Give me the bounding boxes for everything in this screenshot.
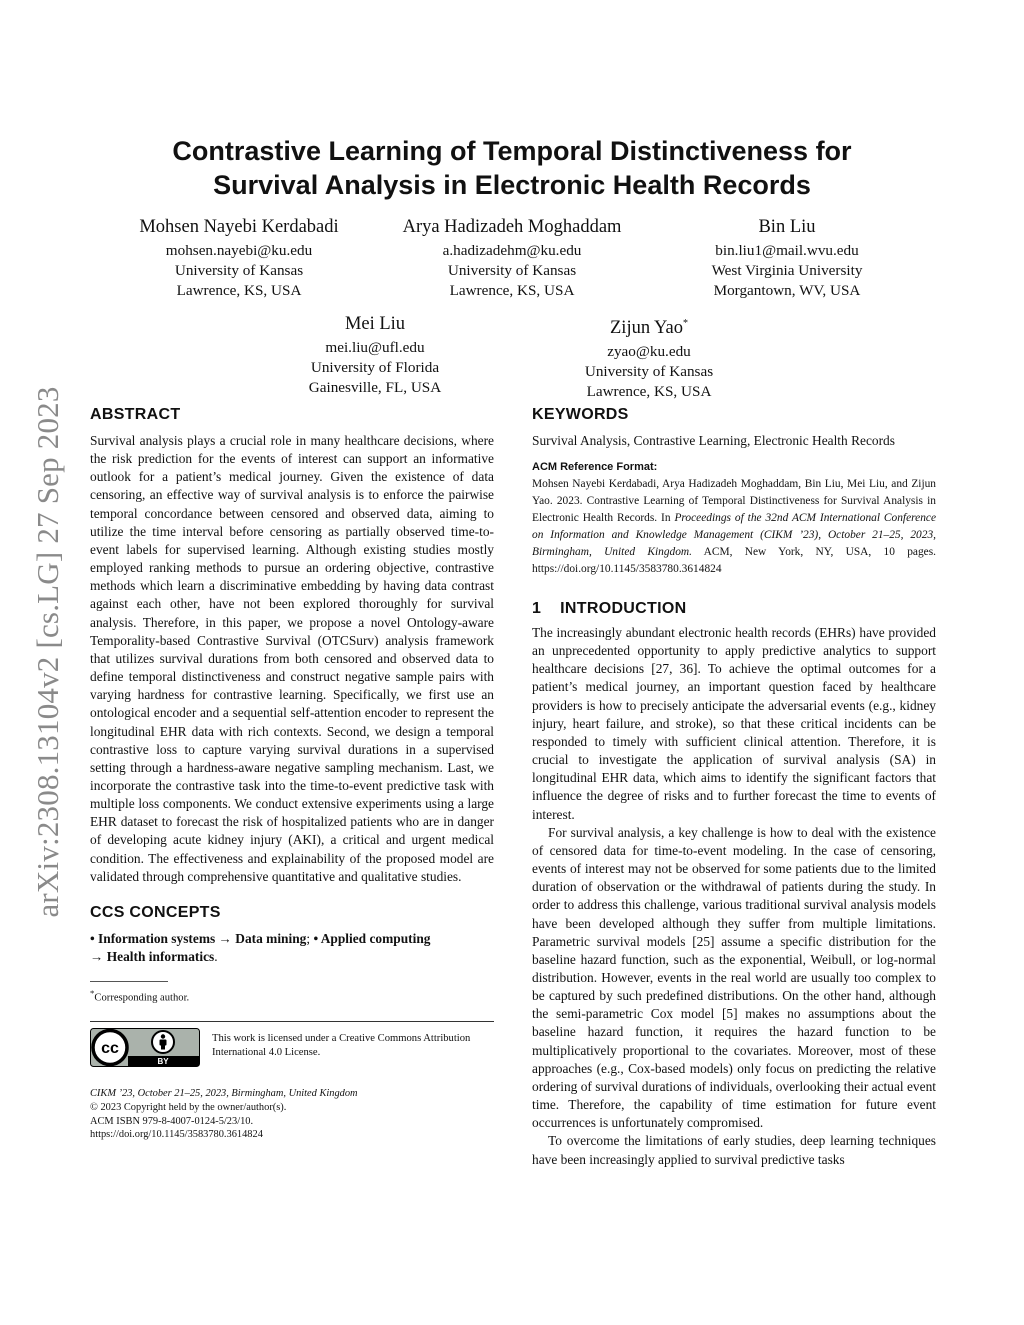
author-block-5 xyxy=(538,313,760,402)
author-email[interactable]: bin.liu1@mail.wvu.edu xyxy=(715,242,859,259)
ccs-arrow-1: → xyxy=(215,930,236,946)
arxiv-stamp xyxy=(28,362,68,942)
ccs-arrow-2: → xyxy=(90,949,107,965)
right-column xyxy=(532,404,936,1169)
author-block-3 xyxy=(668,216,906,301)
ccs-item-1b: Data mining xyxy=(235,930,307,946)
license-rule xyxy=(90,1021,494,1022)
author-location: Lawrence, KS, USA xyxy=(176,282,302,299)
acm-reference-proceedings: Proceedings of the 32nd ACM International Conference on Information and Knowledge Management (CIKM ’23), October 21–25, 2023, Birmingham, United Kingdom. xyxy=(532,512,937,558)
acm-reference-part-1: Mohsen Nayebi Kerdabadi, Arya Hadizadeh Moghaddam, Bin Liu, Mei Liu, and Zijun Yao. 2023. Contrastive Learning of Temporal Distinctiveness for Survival Analysis in Electronic Health Records. In xyxy=(532,478,936,524)
ccs-heading: CCS CONCEPTS xyxy=(90,903,221,921)
venue-line xyxy=(90,1087,494,1101)
ccs-separator: ; xyxy=(306,930,314,946)
license-block xyxy=(90,1028,494,1067)
keywords-text: Survival Analysis, Contrastive Learning, Electronic Health Records xyxy=(532,433,895,448)
publication-info xyxy=(90,1087,494,1141)
ccs-item-2b: Health informatics xyxy=(106,949,215,965)
author-block-4 xyxy=(264,313,486,398)
author-name xyxy=(538,313,760,339)
venue-text: CIKM ’23, October 21–25, 2023, Birmingham, United Kingdom xyxy=(90,1088,358,1100)
paper-title xyxy=(100,134,924,202)
author-location: Morgantown, WV, USA xyxy=(713,282,861,299)
acm-reference-text xyxy=(532,476,936,578)
intro-paragraph-2: For survival analysis, a key challenge is how to deal with the existence of censored data for time-to-event modeling. In the case of censoring, events of interest may not be observed for some patients due to the limited duration of observation or the withdrawal of patients during the study. In order to address this challenge, various traditional survival analysis models have been developed although they suffer from multiple limitations. Parametric survival models [25] assume a specific distribution for the baseline hazard function, such as the exponential, Weibull, or log-normal distribution. However, events in the real world are usually too complex to be captured by such predefined distributions. On the other hand, although the semi-parametric Cox model [5] makes no assumptions about the baseline hazard function, it requires the hazard function to be multiplicatively proportional to the covariates. Moreover, most of these approaches (e.g., Cox-based models) only focus on predicting the relative ordering of survival durations of individuals, overlooking their actual event time. Therefore, the capability of time estimation for future event occurrences is unfortunately compromised. xyxy=(532,824,936,1131)
introduction-heading: 1 INTRODUCTION xyxy=(532,600,687,617)
author-name: Mohsen Nayebi Kerdabadi xyxy=(139,217,339,237)
author-email[interactable]: a.hadizadehm@ku.edu xyxy=(442,242,582,259)
author-affiliation: West Virginia University xyxy=(711,262,863,279)
arxiv-stamp-text: arXiv:2308.13104v2 [cs.LG] 27 Sep 2023 xyxy=(30,386,65,918)
isbn-line: ACM ISBN 979-8-4007-0124-5/23/10. xyxy=(90,1115,254,1127)
license-line-2: International 4.0 License. xyxy=(212,1047,321,1059)
license-line-1: This work is licensed under a Creative Commons Attribution xyxy=(212,1033,471,1045)
cc-badge-text: cc xyxy=(101,1040,119,1058)
intro-paragraph-3: To overcome the limitations of early studies, deep learning techniques have been increasingly applied to survival predictive tasks xyxy=(532,1133,936,1167)
abstract-heading: ABSTRACT xyxy=(90,406,181,423)
author-affiliation: University of Kansas xyxy=(584,363,714,381)
cc-by-badge-icon[interactable] xyxy=(90,1028,200,1067)
abstract-text: Survival analysis plays a crucial role in many healthcare decisions, where the risk prediction for the events of interest can support an informative outlook for a patient’s medical journey. Given the existence of data censoring, an effective way of survival analysis is to enforce the pairwise temporal concordance between censored and observed data, aiming to utilize the time interval before censoring as partially observed time-to-event labels for supervised learning. Although existing studies mostly employed ranking methods to pursue an ordering objective, contrastive methods which learn a discriminative embedding by having data contrast against each other, have not been explored thoroughly for survival analysis. Therefore, in this paper, we propose a novel Ontology-aware Temporality-based Contrastive Survival (OTCSurv) analysis framework that utilizes survival durations from both censored and observed data to define temporal distinctiveness and construct negative sample pairs with varying hardness for contrastive learning. Specifically, we first use an ontological encoder and a sequential self-attention encoder to represent the longitudinal EHR data with rich contexts. Second, we design a temporal contrastive loss to capture varying survival durations in a supervised setting through a hardness-aware negative sampling mechanism. Last, we incorporate the contrastive task into the time-to-event predictive task with multiple loss components. We conduct extensive experiments using a large EHR dataset to forecast the risk of hospitalized patients who are in danger of developing acute kidney injury (AKI), a critical and urgent medical condition. The effectiveness and explainability of the proposed model are validated through comprehensive quantitative and qualitative studies. xyxy=(90,433,494,884)
author-email[interactable]: mohsen.nayebi@ku.edu xyxy=(165,242,313,259)
footnote xyxy=(90,986,494,1006)
author-email[interactable]: mei.liu@ufl.edu xyxy=(325,339,425,356)
left-column xyxy=(90,404,494,1142)
author-block-1 xyxy=(110,216,368,301)
author-name-text: Zijun Yao xyxy=(610,318,683,339)
footnote-mark: * xyxy=(90,987,95,998)
acm-reference-heading: ACM Reference Format: xyxy=(532,461,658,473)
title-line-1: Contrastive Learning of Temporal Distinctiveness for xyxy=(172,136,852,166)
author-affiliation: University of Kansas xyxy=(447,262,577,279)
ccs-concepts xyxy=(90,930,494,967)
doi-line[interactable]: https://doi.org/10.1145/3583780.3614824 xyxy=(90,1129,263,1141)
license-text xyxy=(212,1032,470,1060)
author-name: Bin Liu xyxy=(758,217,816,237)
keywords-heading: KEYWORDS xyxy=(532,406,629,423)
acm-reference-part-2: ACM, New York, NY, USA, 10 pages. https://doi.org/10.1145/3583780.3614824 xyxy=(532,546,936,575)
author-location: Lawrence, KS, USA xyxy=(449,282,575,299)
author-name: Mei Liu xyxy=(344,314,406,334)
author-email[interactable]: zyao@ku.edu xyxy=(607,343,691,361)
by-badge-text: BY xyxy=(157,1057,169,1067)
intro-paragraph-1: The increasingly abundant electronic health records (EHRs) have provided an unprecedented opportunity to apply predictive analytics to support healthcare decisions [27, 36]. To achieve the optimal outcomes for a patient’s medical journey, an important question faced by healthcare providers is how to precisely anticipate the adversarial events (e.g., kidney injury, heart failure, and stroke), so that these critical incidents can be responded to timely with sufficient clinical attention. Therefore, it is crucial to investigate the application of survival analysis (SA) in longitudinal EHR data, which aims to identify the significant factors that influence the degree of risks and to further forecast the time to events of interest. xyxy=(532,625,936,822)
corresponding-mark: * xyxy=(683,318,688,329)
author-location: Lawrence, KS, USA xyxy=(586,383,712,401)
author-name: Arya Hadizadeh Moghaddam xyxy=(402,217,622,237)
ccs-item-1: • Information systems xyxy=(90,930,216,946)
ccs-end: . xyxy=(214,949,218,965)
copyright-line: © 2023 Copyright held by the owner/author(s). xyxy=(90,1102,287,1114)
author-location: Gainesville, FL, USA xyxy=(308,379,442,396)
author-affiliation: University of Kansas xyxy=(174,262,304,279)
ccs-item-2: • Applied computing xyxy=(313,930,431,946)
author-block-2 xyxy=(378,216,646,301)
title-line-2: Survival Analysis in Electronic Health Records xyxy=(213,170,811,200)
author-affiliation: University of Florida xyxy=(310,359,440,376)
footnote-text: Corresponding author. xyxy=(94,992,190,1004)
footnote-rule xyxy=(90,981,168,982)
